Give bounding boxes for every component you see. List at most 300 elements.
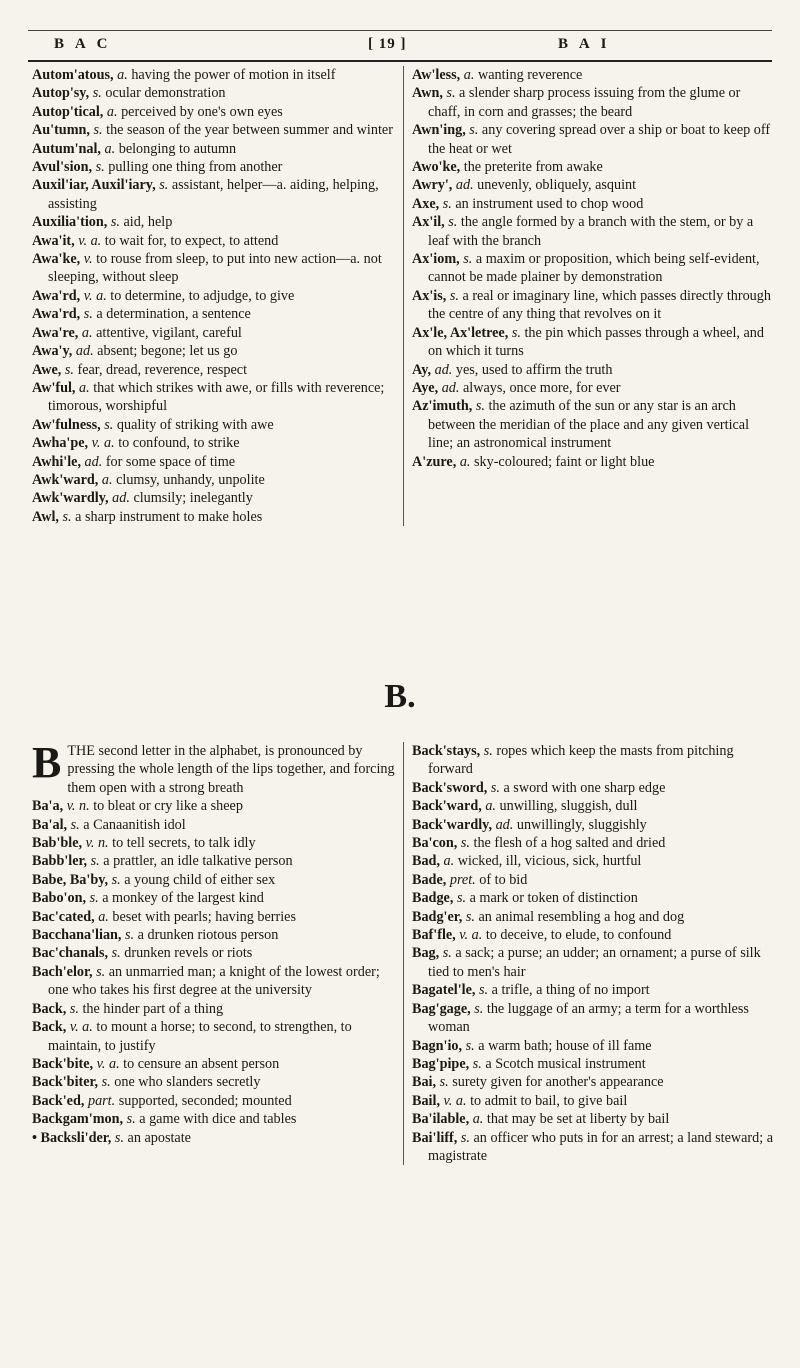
entry-part-of-speech: s.: [114, 1129, 124, 1146]
entry-part-of-speech: ad.: [455, 177, 474, 194]
entry-headword: Ax'iom,: [412, 251, 460, 268]
entry-headword: Awl,: [32, 508, 59, 525]
entry-part-of-speech: s.: [478, 982, 489, 999]
page-number: [ 19 ]: [368, 36, 407, 52]
dictionary-entry: [412, 84, 776, 121]
entry-part-of-speech: s.: [64, 361, 74, 378]
entry-part-of-speech: s.: [92, 85, 102, 102]
entry-headword: Au'tumn,: [32, 122, 90, 139]
entry-part-of-speech: a.: [463, 67, 475, 83]
entry-part-of-speech: s.: [460, 835, 470, 852]
dictionary-entry: [412, 324, 776, 361]
dictionary-entry: [412, 981, 776, 999]
dictionary-entry: [412, 361, 776, 379]
dictionary-entry: [412, 926, 776, 944]
dictionary-entry: [32, 250, 397, 287]
entry-definition: an apostate: [123, 1129, 191, 1146]
entry-definition: drunken revels or riots: [120, 945, 253, 962]
running-header: [28, 30, 772, 62]
entry-definition: for some space of time: [102, 453, 236, 470]
dictionary-entry: [412, 779, 776, 797]
entry-part-of-speech: v. n.: [66, 798, 90, 815]
dictionary-entry: [412, 158, 776, 176]
entry-headword: Aw'ful,: [32, 379, 76, 396]
entry-part-of-speech: s.: [511, 324, 521, 341]
entry-definition: absent; begone; let us go: [93, 343, 238, 360]
entry-part-of-speech: a.: [485, 798, 496, 815]
entry-definition: unwilling, sluggish, dull: [495, 798, 638, 815]
entry-part-of-speech: s.: [110, 214, 120, 231]
entry-definition: to wait for, to expect, to attend: [101, 232, 279, 249]
entry-part-of-speech: s.: [474, 1000, 484, 1017]
entry-part-of-speech: v. a.: [443, 1092, 467, 1109]
entry-definition: sky-coloured; faint or light blue: [470, 453, 655, 470]
header-left-guide: B A C: [54, 36, 112, 52]
dictionary-entry: [32, 963, 397, 1000]
entry-headword: Bade,: [412, 871, 447, 888]
dictionary-entry: [412, 397, 776, 452]
entry-definition: to tell secrets, to talk idly: [108, 835, 256, 852]
entry-headword: Auxil'iar, Auxil'iary,: [32, 177, 156, 194]
entry-headword: Badge,: [412, 890, 454, 907]
entry-definition: a determination, a sentence: [92, 306, 251, 323]
entry-headword: Back,: [32, 1000, 67, 1017]
entry-definition: any covering spread over a ship or boat to keep off the heat or wet: [428, 122, 771, 157]
entry-headword: Bai,: [412, 1074, 437, 1091]
entry-part-of-speech: s.: [93, 122, 103, 139]
entry-part-of-speech: s.: [446, 85, 456, 102]
entry-part-of-speech: s.: [463, 251, 473, 268]
entry-headword: Auxilia'tion,: [32, 214, 108, 231]
entry-headword: Badg'er,: [412, 908, 463, 925]
entry-definition: to mount a horse; to second, to strengthen, to maintain, to justify: [48, 1019, 352, 1054]
entry-headword: Bab'ble,: [32, 835, 83, 852]
entry-definition: fear, dread, reverence, respect: [73, 361, 248, 378]
entry-definition: supported, seconded; mounted: [115, 1092, 292, 1109]
dictionary-entry: [32, 834, 397, 852]
entry-headword: Bac'chanals,: [32, 945, 109, 962]
entry-part-of-speech: s.: [465, 1037, 475, 1054]
entry-part-of-speech: s.: [442, 945, 452, 962]
dictionary-entry: [32, 852, 397, 870]
entry-headword: Awe,: [32, 361, 62, 378]
entry-definition: surety given for another's appearance: [448, 1074, 664, 1091]
entry-headword: Bag'pipe,: [412, 1055, 470, 1072]
entry-definition: to deceive, to elude, to confound: [482, 927, 672, 944]
entry-part-of-speech: a.: [459, 453, 471, 470]
entry-headword: Awn,: [412, 85, 443, 102]
dictionary-entry: [412, 213, 776, 250]
entry-definition: to rouse from sleep, to put into new action—a. not sleeping, without sleep: [48, 251, 382, 286]
dictionary-entry: [412, 1000, 776, 1037]
entry-part-of-speech: s.: [101, 1074, 111, 1091]
entry-headword: Bai'liff,: [412, 1129, 458, 1146]
entry-definition: wanting reverence: [474, 67, 583, 83]
entry-headword: Backgam'mon,: [32, 1111, 124, 1128]
entry-part-of-speech: v. a.: [96, 1055, 120, 1072]
entry-definition: to determine, to adjudge, to give: [106, 287, 295, 304]
dictionary-entry: [32, 84, 397, 102]
dictionary-entry: [32, 342, 397, 360]
entry-definition: a warm bath; house of ill fame: [474, 1037, 652, 1054]
entry-headword: Autum'nal,: [32, 140, 101, 157]
entry-part-of-speech: a.: [101, 471, 113, 488]
dictionary-entry: [32, 926, 397, 944]
dictionary-entry: [32, 213, 397, 231]
entry-headword: Autop'sy,: [32, 85, 90, 102]
entry-definition: always, once more, for ever: [459, 379, 621, 396]
entry-headword: Aye,: [412, 379, 439, 396]
entry-definition: to bleat or cry like a sheep: [89, 798, 243, 815]
entry-headword: • Backsli'der,: [32, 1129, 112, 1146]
entry-headword: Awha'pe,: [32, 435, 89, 452]
dictionary-entry: [32, 871, 397, 889]
entry-part-of-speech: s.: [95, 159, 105, 176]
dictionary-entry: [32, 305, 397, 323]
drop-cap: B: [32, 738, 62, 787]
entry-definition: the azimuth of the sun or any star is an arch between the meridian of the place and any given vertical line; an astronomical instrument: [428, 398, 750, 452]
entry-definition: of to bid: [475, 871, 528, 888]
entry-headword: Back'sword,: [412, 779, 488, 796]
entry-definition: to confound, to strike: [114, 435, 240, 452]
entry-part-of-speech: s.: [69, 1000, 79, 1017]
intro-lead-word: THE: [67, 743, 95, 759]
entry-part-of-speech: s.: [62, 508, 72, 525]
entry-definition: a trifle, a thing of no import: [488, 982, 650, 999]
dictionary-entry: [412, 1073, 776, 1091]
entry-definition: a mark or token of distinction: [466, 890, 638, 907]
dictionary-entry: [412, 742, 776, 779]
entry-headword: Axe,: [412, 195, 440, 212]
entry-part-of-speech: a.: [106, 103, 118, 120]
entry-headword: Back'wardly,: [412, 816, 493, 833]
header-rule-top: [28, 30, 772, 31]
entry-definition: a slender sharp process issuing from the glume or chaff, in corn and grasses; the beard: [428, 85, 741, 120]
entry-definition: an officer who puts in for an arrest; a land steward; a magistrate: [428, 1129, 774, 1164]
entry-definition: the luggage of an army; a term for a worthless woman: [428, 1000, 749, 1036]
entry-definition: quality of striking with awe: [113, 416, 274, 433]
entry-part-of-speech: s.: [111, 871, 121, 888]
entry-definition: a Scotch musical instrument: [481, 1055, 646, 1072]
entry-definition: clumsy, unhandy, unpolite: [112, 471, 265, 488]
entry-part-of-speech: s.: [159, 177, 169, 194]
dictionary-entry: [32, 944, 397, 962]
entry-part-of-speech: s.: [90, 853, 100, 870]
dictionary-entry: [412, 797, 776, 815]
entry-headword: Ba'a,: [32, 798, 64, 815]
header-rule-bottom: [28, 60, 772, 62]
entry-headword: Autom'atous,: [32, 67, 114, 83]
entry-headword: Babb'ler,: [32, 853, 88, 870]
letter-b-intro: [32, 738, 397, 797]
entry-part-of-speech: a.: [81, 324, 93, 341]
entry-part-of-speech: s.: [125, 927, 135, 944]
entry-part-of-speech: v. a.: [69, 1019, 93, 1036]
entry-headword: Aw'fulness,: [32, 416, 101, 433]
entry-headword: Awa'it,: [32, 232, 75, 249]
entry-definition: the angle formed by a branch with the stem, or by a leaf with the branch: [428, 214, 754, 249]
section-b: [32, 738, 776, 1165]
entry-part-of-speech: v. a.: [459, 927, 483, 944]
dictionary-entry: [412, 871, 776, 889]
entry-part-of-speech: s.: [89, 890, 99, 907]
entry-headword: Ax'il,: [412, 214, 445, 231]
entry-part-of-speech: ad.: [112, 490, 130, 507]
dictionary-entry: [32, 453, 397, 471]
dictionary-entry: [412, 1129, 776, 1166]
entry-definition: one who slanders secretly: [110, 1074, 261, 1091]
entry-headword: Bail,: [412, 1092, 440, 1109]
entry-headword: Babo'on,: [32, 890, 87, 907]
entry-headword: Autop'tical,: [32, 103, 104, 120]
entry-definition: a game with dice and tables: [135, 1111, 297, 1128]
entry-headword: Bag'gage,: [412, 1000, 471, 1017]
dictionary-entry: [32, 361, 397, 379]
entry-definition: assistant, helper—a. aiding, helping, assisting: [48, 177, 379, 212]
letter-b-heading: B.: [384, 678, 416, 715]
dictionary-entry: [412, 852, 776, 870]
entry-part-of-speech: ad.: [434, 361, 453, 378]
dictionary-entry: [32, 908, 397, 926]
entry-part-of-speech: part.: [87, 1092, 116, 1109]
dictionary-entry: [412, 889, 776, 907]
entry-definition: perceived by one's own eyes: [117, 103, 283, 120]
entry-part-of-speech: v. a.: [78, 232, 102, 249]
dictionary-entry: [412, 66, 776, 84]
entry-headword: Ba'con,: [412, 835, 458, 852]
entry-part-of-speech: a.: [472, 1111, 484, 1128]
entry-part-of-speech: a.: [117, 67, 128, 83]
section-b-left-column: [32, 738, 404, 1165]
dictionary-entry: [412, 1037, 776, 1055]
entry-definition: an instrument used to chop wood: [451, 195, 644, 212]
entry-definition: to censure an absent person: [119, 1055, 280, 1072]
entry-definition: a sharp instrument to make holes: [71, 508, 263, 525]
entry-headword: Awo'ke,: [412, 159, 461, 176]
entry-headword: Awa'ke,: [32, 251, 81, 268]
entry-part-of-speech: s.: [96, 963, 106, 980]
entry-definition: the hinder part of a thing: [78, 1000, 224, 1017]
dictionary-entry: [32, 1000, 397, 1018]
entry-definition: the flesh of a hog salted and dried: [469, 835, 666, 852]
entry-part-of-speech: s.: [111, 945, 121, 962]
entry-headword: Back'ward,: [412, 798, 482, 815]
entry-definition: an animal resembling a hog and dog: [474, 908, 685, 925]
dictionary-entry: [32, 121, 397, 139]
dictionary-entry: [32, 379, 397, 416]
entry-part-of-speech: v. a.: [91, 435, 115, 452]
section-a-left-column: [32, 66, 404, 526]
entry-definition: a prattler, an idle talkative person: [99, 853, 293, 870]
entry-definition: a Canaanitish idol: [79, 816, 186, 833]
entry-headword: Bagatel'le,: [412, 982, 476, 999]
dictionary-entry: [32, 103, 397, 121]
dictionary-entry: [32, 416, 397, 434]
entry-headword: Ba'al,: [32, 816, 68, 833]
entry-headword: Awa're,: [32, 324, 79, 341]
dictionary-entry: [32, 176, 397, 213]
entry-part-of-speech: a.: [443, 853, 455, 870]
dictionary-entry: [32, 66, 397, 84]
dictionary-entry: [412, 176, 776, 194]
dictionary-entry: [32, 508, 397, 526]
dictionary-entry: [32, 140, 397, 158]
entry-headword: Awk'ward,: [32, 471, 99, 488]
dictionary-entry: [32, 1018, 397, 1055]
section-b-left-entries: [32, 797, 397, 1147]
entry-headword: Bag,: [412, 945, 440, 962]
entry-headword: Bac'cated,: [32, 908, 95, 925]
dictionary-entry: [412, 195, 776, 213]
entry-definition: a maxim or proposition, which being self-evident, cannot be made plainer by demonstration: [428, 251, 760, 286]
entry-headword: Az'imuth,: [412, 398, 473, 415]
dictionary-entry: [412, 834, 776, 852]
entry-headword: Bacchana'lian,: [32, 927, 122, 944]
entry-definition: having the power of motion in itself: [127, 67, 336, 83]
entry-definition: belonging to autumn: [115, 140, 237, 157]
entry-part-of-speech: s.: [70, 816, 80, 833]
entry-definition: that may be set at liberty by bail: [483, 1111, 670, 1128]
dictionary-entry: [412, 250, 776, 287]
dictionary-entry: [32, 1055, 397, 1073]
dictionary-entry: [32, 1110, 397, 1128]
entry-headword: Ba'ilable,: [412, 1111, 470, 1128]
dictionary-entry: [412, 1110, 776, 1128]
entry-part-of-speech: v. a.: [83, 287, 107, 304]
intro-text: second letter in the alphabet, is pronounced by pressing the whole length of the lips together, and forcing them open with a strong breath: [67, 743, 395, 796]
entry-definition: that which strikes with awe, or fills with reverence; timorous, worshipful: [48, 379, 385, 415]
entry-definition: clumsily; inelegantly: [129, 490, 253, 507]
entry-part-of-speech: s.: [469, 122, 479, 139]
entry-part-of-speech: s.: [449, 287, 459, 304]
entry-headword: Awry',: [412, 177, 453, 194]
entry-headword: Awa'rd,: [32, 306, 81, 323]
entry-part-of-speech: s.: [448, 214, 458, 231]
header-right-guide: B A I: [558, 36, 611, 52]
entry-headword: Back'stays,: [412, 743, 481, 759]
entry-headword: Awhi'le,: [32, 453, 81, 470]
entry-part-of-speech: s.: [472, 1055, 482, 1072]
entry-headword: Bagn'io,: [412, 1037, 463, 1054]
entry-headword: Awk'wardly,: [32, 490, 109, 507]
dictionary-entry: [32, 816, 397, 834]
entry-part-of-speech: s.: [456, 890, 467, 907]
section-a: [32, 66, 776, 526]
entry-headword: Ay,: [412, 361, 432, 378]
entry-definition: ocular demonstration: [101, 85, 226, 102]
entry-headword: Ax'le, Ax'letree,: [412, 324, 509, 341]
entry-headword: Baf'fle,: [412, 927, 456, 944]
entry-headword: Babe, Ba'by,: [32, 871, 109, 888]
entry-definition: a young child of either sex: [120, 871, 276, 888]
dictionary-entry: [32, 797, 397, 815]
entry-definition: yes, used to affirm the truth: [452, 361, 613, 378]
entry-definition: pulling one thing from another: [104, 159, 283, 176]
entry-definition: the pin which passes through a wheel, and on which it turns: [428, 324, 764, 360]
entry-headword: Awa'rd,: [32, 287, 81, 304]
entry-headword: Awa'y,: [32, 343, 73, 360]
dictionary-entry: [412, 944, 776, 981]
entry-headword: A'zure,: [412, 453, 457, 470]
entry-part-of-speech: s.: [126, 1111, 136, 1128]
entry-part-of-speech: s.: [442, 195, 452, 212]
dictionary-entry: [412, 1092, 776, 1110]
entry-definition: attentive, vigilant, careful: [92, 324, 242, 341]
entry-headword: Awn'ing,: [412, 122, 466, 139]
entry-headword: Aw'less,: [412, 67, 461, 83]
entry-part-of-speech: s.: [490, 779, 500, 796]
dictionary-entry: [32, 1092, 397, 1110]
dictionary-entry: [32, 232, 397, 250]
entry-headword: Back'ed,: [32, 1092, 85, 1109]
dictionary-entry: [412, 453, 776, 471]
entry-part-of-speech: ad.: [75, 343, 94, 360]
dictionary-entry: [412, 379, 776, 397]
dictionary-entry: [32, 287, 397, 305]
entry-definition: a drunken riotous person: [134, 927, 279, 944]
entry-definition: aid, help: [119, 214, 173, 231]
entry-definition: a real or imaginary line, which passes directly through the centre of any thing that revolves on it: [428, 287, 771, 323]
dictionary-entry: [32, 434, 397, 452]
dictionary-entry: [412, 121, 776, 158]
dictionary-entry: [412, 908, 776, 926]
entry-part-of-speech: ad.: [495, 816, 514, 833]
dictionary-entry: [412, 287, 776, 324]
entry-part-of-speech: a.: [79, 379, 90, 396]
section-a-right-column: [404, 66, 776, 526]
entry-headword: Back'bite,: [32, 1055, 94, 1072]
dictionary-entry: [412, 816, 776, 834]
dictionary-entry: [32, 158, 397, 176]
entry-definition: a sack; a purse; an udder; an ornament; a purse of silk tied to men's hair: [428, 945, 761, 980]
entry-headword: Avul'sion,: [32, 159, 93, 176]
entry-headword: Back'biter,: [32, 1074, 99, 1091]
entry-headword: Bad,: [412, 853, 440, 870]
dictionary-entry: [32, 1073, 397, 1091]
entry-part-of-speech: v. n.: [85, 835, 109, 852]
entry-part-of-speech: ad.: [441, 379, 460, 396]
entry-definition: ropes which keep the masts from pitching forward: [428, 743, 734, 778]
entry-part-of-speech: s.: [475, 398, 485, 415]
entry-part-of-speech: s.: [439, 1074, 449, 1091]
entry-definition: a monkey of the largest kind: [98, 890, 264, 907]
entry-part-of-speech: s.: [465, 908, 475, 925]
entry-definition: the preterite from awake: [460, 159, 603, 176]
entry-definition: unevenly, obliquely, asquint: [473, 177, 637, 194]
entry-headword: Bach'elor,: [32, 963, 93, 980]
dictionary-entry: [32, 324, 397, 342]
section-b-right-column: [404, 742, 776, 1165]
entry-part-of-speech: v.: [83, 251, 93, 268]
entry-definition: wicked, ill, vicious, sick, hurtful: [454, 853, 642, 870]
dictionary-entry: [412, 1055, 776, 1073]
entry-definition: to admit to bail, to give bail: [466, 1092, 628, 1109]
entry-part-of-speech: s.: [460, 1129, 470, 1146]
dictionary-entry: [32, 1129, 397, 1147]
entry-part-of-speech: a.: [98, 908, 109, 925]
entry-part-of-speech: s.: [483, 743, 493, 759]
entry-headword: Back,: [32, 1019, 67, 1036]
dictionary-entry: [32, 489, 397, 507]
entry-definition: an unmarried man; a knight of the lowest order; one who takes his first degree at the university: [48, 963, 380, 999]
entry-part-of-speech: s.: [104, 416, 114, 433]
entry-definition: beset with pearls; having berries: [108, 908, 296, 925]
entry-definition: unwillingly, sluggishly: [513, 816, 647, 833]
entry-definition: a sword with one sharp edge: [499, 779, 666, 796]
entry-definition: the season of the year between summer and winter: [102, 122, 393, 139]
entry-part-of-speech: pret.: [449, 871, 476, 888]
dictionary-entry: [32, 889, 397, 907]
